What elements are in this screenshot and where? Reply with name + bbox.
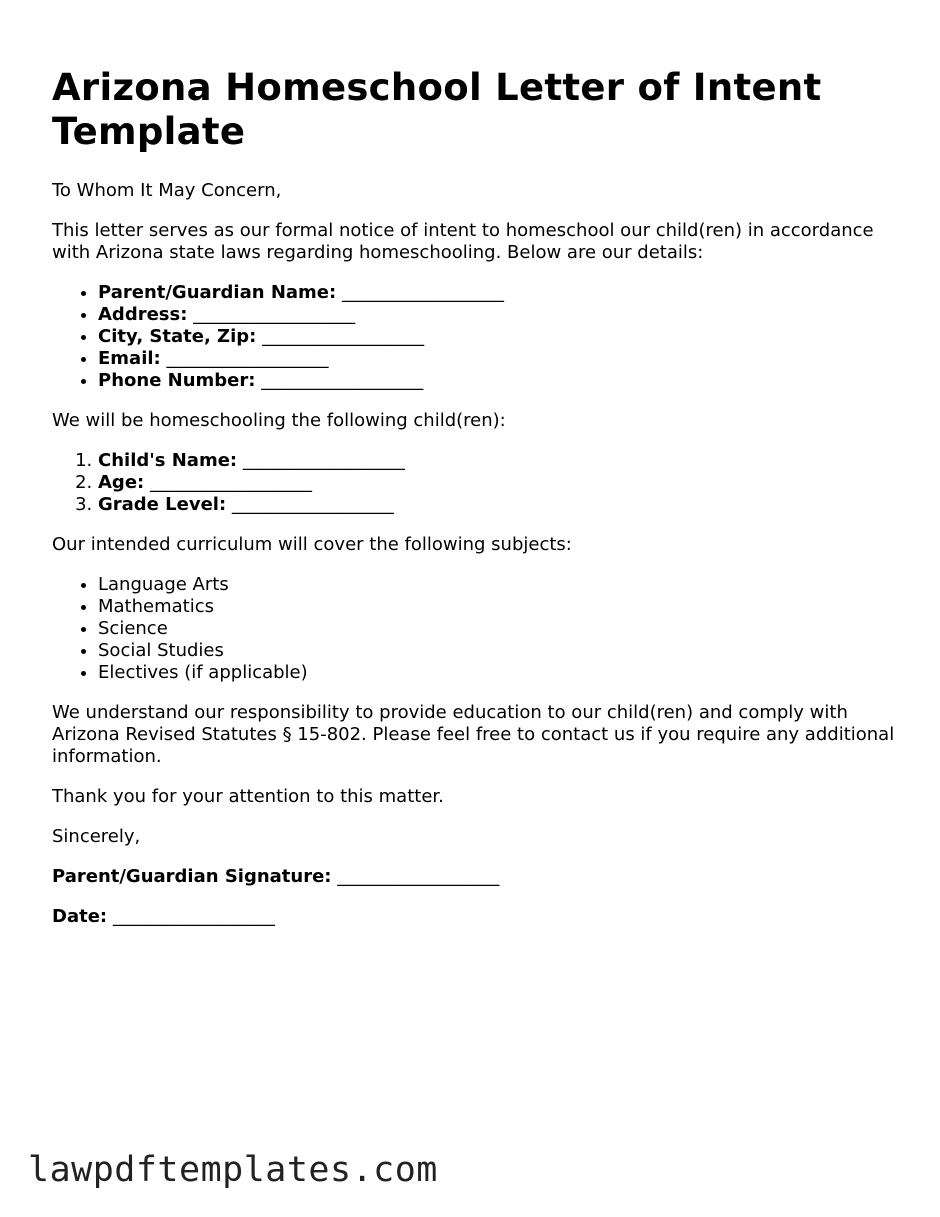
blank-line: __________________ (262, 326, 425, 347)
list-item (98, 304, 902, 326)
list-item (98, 348, 902, 370)
subjects-list (52, 574, 902, 684)
field-label: Child's Name: (98, 450, 238, 471)
responsibility-paragraph: We understand our responsibility to provide education to our child(ren) and comply with Arizona Revised Statutes § 15-802. Please feel free to contact us if you require any additional information. (52, 702, 895, 767)
child-details-list (52, 450, 902, 516)
greeting: To Whom It May Concern, (52, 180, 282, 201)
field-label: City, State, Zip: (98, 326, 257, 347)
signature-label: Parent/Guardian Signature: (52, 866, 332, 887)
blank-line: __________________ (231, 494, 394, 515)
curriculum-intro: Our intended curriculum will cover the following subjects: (52, 534, 572, 555)
blank-line: __________________ (149, 472, 312, 493)
blank-line: __________________ (166, 348, 329, 369)
blank-line: __________________ (341, 282, 504, 303)
date-label: Date: (52, 906, 108, 927)
subject-item: • Language Arts (98, 574, 902, 596)
field-label: Email: (98, 348, 161, 369)
subject-item: • Mathematics (98, 596, 902, 618)
parent-details-list (52, 282, 902, 392)
closing: Sincerely, (52, 826, 141, 847)
blank-line: __________________ (337, 866, 500, 887)
field-label: Grade Level: (98, 494, 227, 515)
blank-line: __________________ (112, 906, 275, 927)
field-label: Age: (98, 472, 145, 493)
subject-item: • Electives (if applicable) (98, 662, 902, 684)
list-item (98, 370, 902, 392)
blank-line: __________________ (261, 370, 424, 391)
blank-line: __________________ (193, 304, 356, 325)
children-intro: We will be homeschooling the following child(ren): (52, 410, 506, 431)
list-item (98, 326, 902, 348)
list-item (98, 450, 902, 472)
field-label: Parent/Guardian Name: (98, 282, 337, 303)
watermark: lawpdftemplates.com (28, 1150, 438, 1190)
date-line (52, 906, 902, 928)
field-label: Phone Number: (98, 370, 256, 391)
list-item (98, 282, 902, 304)
field-label: Address: (98, 304, 188, 325)
letter-document (52, 66, 902, 946)
intro-paragraph: This letter serves as our formal notice of intent to homeschool our child(ren) in accordance with Arizona state laws regarding homeschooling. Below are our details: (52, 220, 874, 263)
blank-line: __________________ (242, 450, 405, 471)
subject-item: • Social Studies (98, 640, 902, 662)
signature-line (52, 866, 902, 888)
list-item (98, 494, 902, 516)
list-item (98, 472, 902, 494)
page-title: Arizona Homeschool Letter of Intent Template (52, 66, 822, 153)
subject-item: • Science (98, 618, 902, 640)
thanks-paragraph: Thank you for your attention to this matter. (52, 786, 444, 807)
